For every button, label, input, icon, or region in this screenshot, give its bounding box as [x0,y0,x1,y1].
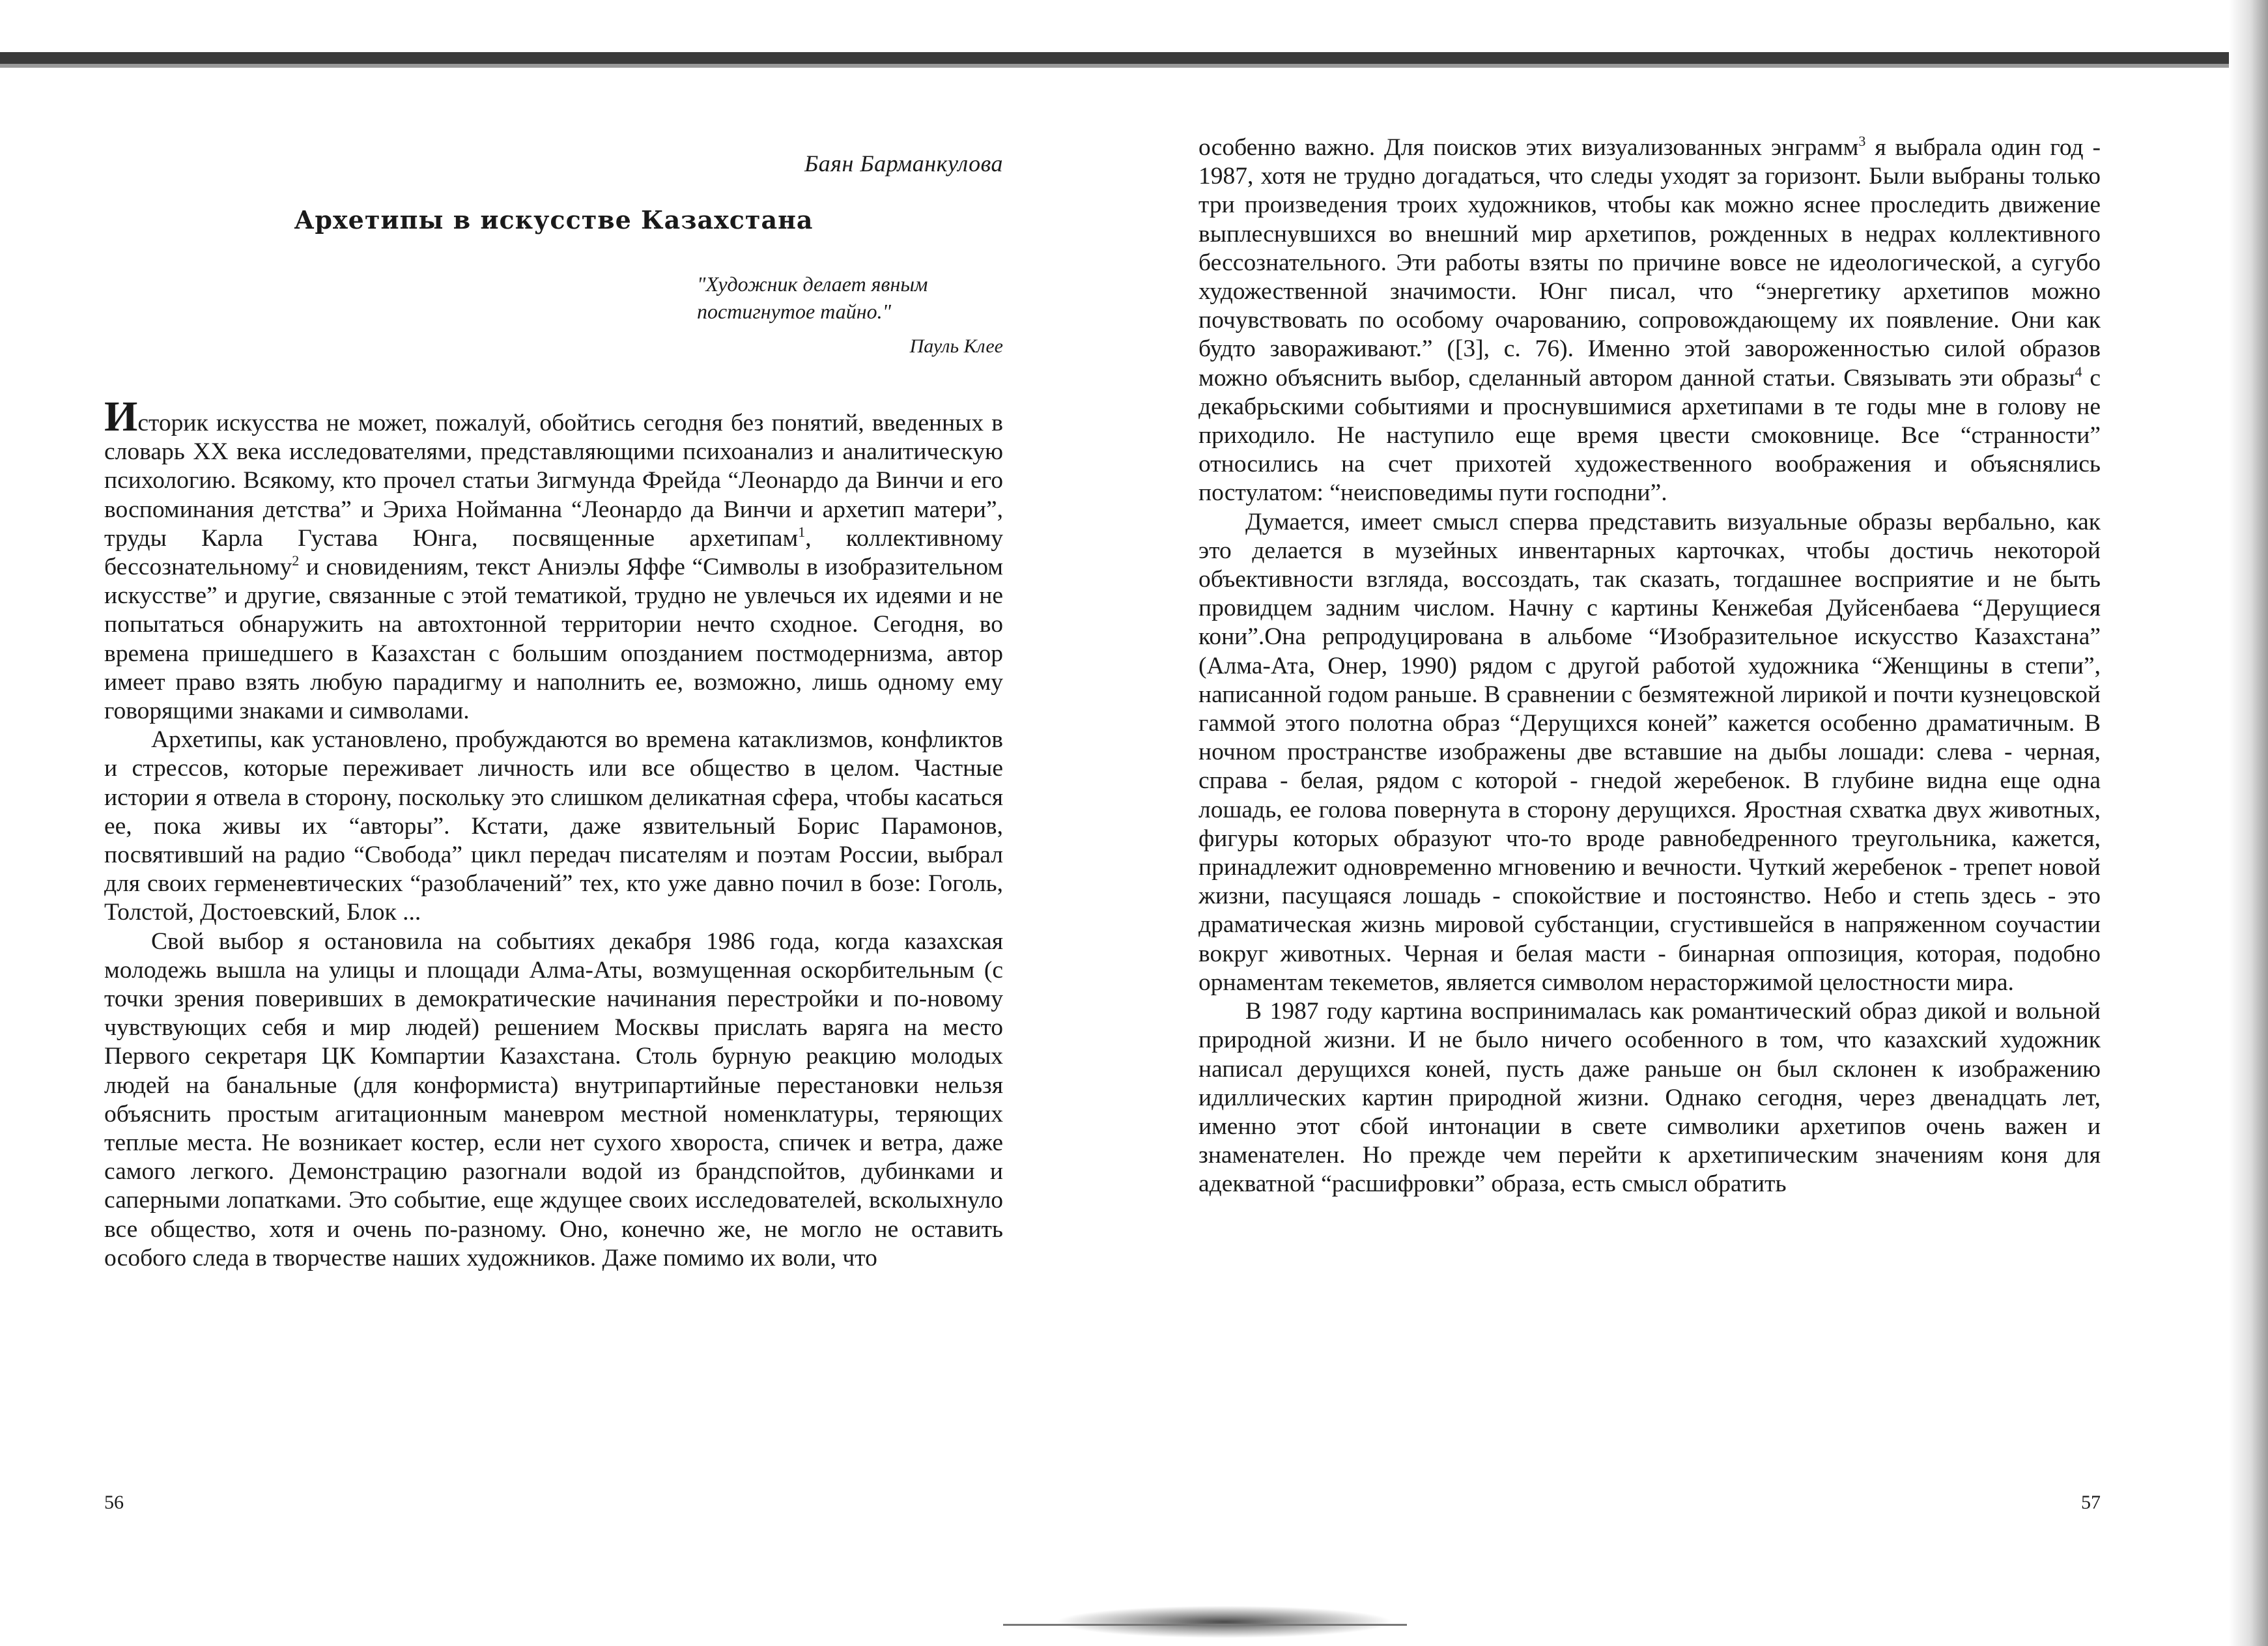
left-body-text [104,393,1003,1273]
page-number: 57 [2081,1492,2101,1513]
paragraph [1198,134,2101,508]
left-page [104,134,1003,1599]
scan-top-edge [0,52,2268,64]
right-body-text [1198,134,2101,1199]
epigraph-quote [697,270,1003,325]
paragraph: В 1987 году картина воспринималась как романтический образ дикой и вольной природной жизни. И не было ничего особенного в том, что казахский художник написал дерущихся коней, пусть даже раньше он был склонен к изображению идиллических картин природной жизни. Однако сегодня, через двенадцать лет, именно этот сбой интонации в свете символики архетипов очень важен и знаменателен. Но прежде чем перейти к архетипическим значениям коня для адекватной “расшифровки” образа, есть смысл обратить [1198,998,2101,1198]
paragraph-text: сторик искусства не может, пожалуй, обойтись сегодня без понятий, введенных в словарь XX века исследователями, представляющими психоанализ и аналитическую психологию. Всякому, кто прочел статьи Зигмунда Фрейда “Леонардо да Винчи и его воспоминания детства” и Эриха Нойманна “Леонардо да Винчи и архетип матери”, труды Карла Густава Юнга, посвященные архетипам [104,410,1003,552]
scan-top-edge-shadow [0,64,2268,68]
paragraph: Думается, имеет смысл сперва представить визуальные образы вербально, как это делается в музейных инвентарных карточках, чтобы достичь некоторой объективности взгляда, воссоздать, так сказать, тогдашнее восприятие и не быть провидцем задним числом. Начну с картины Кенжебая Дуйсенбаева “Дерущиеся кони”.Она репродуцирована в альбоме “Изобразительное искусство Казахстана” (Алма-Ата, Онер, 1990) рядом с другой работой художника “Женщины в степи”, написанной годом раньше. В сравнении с безмятежной лирикой и почти кузнецовской гаммой этого полотна образ “Дерущихся коней” кажется особенно драматичным. В ночном пространстве изображены две вставшие на дыбы лошади: слева - черная, справа - белая, рядом с которой - гнедой жеребенок. В глубине видна еще одна лошадь, ее голова повернута в сторону дерущихся. Яростная схватка двух животных, фигуры которых образуют что-то вроде равнобедренного треугольника, кажется, принадлежит одновременно мгновению и вечности. Чуткий жеребенок - трепет новой жизни, пасущаяся лошадь - спокойствие и постоянство. Небо и степь здесь - это драматическая жизнь мировой субстанции, сгустившейся в напряженном соучастии вокруг животных. Черная и белая масти - бинарная оппозиция, которая, подобно орнаментам текеметов, является символом нерасторжимой целостности мира. [1198,508,2101,996]
footnote-ref: 3 [1858,133,1866,149]
footnote-ref: 1 [798,523,806,540]
author-name: Баян Барманкулова [804,150,1003,177]
right-page [1198,134,2101,1599]
paragraph-text: я выбрала один год - 1987, хотя не трудно догадаться, что следы уходят за горизонт. Были выбраны только три произведения троих художников, чтобы как можно яснее проследить движение выплеснувшихся во внешний мир архетипов, рожденных в недрах коллективного бессознательного. Эти работы взяты по причине вовсе не идеологической, а сугубо художественной значимости. Юнг писал, что “энергетику архетипов можно почувствовать по особому очарованию, сопровождающему их появление. Они как будто завораживают.” ([3], с. 76). Именно этой завороженностью силой образов можно объяснить выбор, сделанный автором данной статьи. Связывать эти образы [1198,134,2101,391]
scan-right-edge-shadow [2229,0,2268,1646]
scan-bottom-edge [1003,1624,1407,1626]
drop-cap: И [104,393,138,440]
paragraph [104,393,1003,726]
paragraph-text: особенно важно. Для поисков этих визуализованных энграмм [1198,134,1859,161]
footnote-ref: 2 [292,552,300,569]
footnote-ref: 4 [2075,363,2082,380]
epigraph-attribution: Пауль Клее [909,335,1003,357]
epigraph-line-1: "Художник делает явным [697,272,928,296]
article-title: Архетипы в искусстве Казахстана [294,205,814,234]
epigraph-line-2: постигнутое тайно." [697,300,891,323]
paragraph: Свой выбор я остановила на событиях декабря 1986 года, когда казахская молодежь вышла на улицы и площади Алма-Аты, возмущенная оскорбительным (с точки зрения поверивших в демократические начинания перестройки и по-новому чувствующих себя и мир людей) решением Москвы прислать варяга на место Первого секретаря ЦК Компартии Казахстана. Столь бурную реакцию молодых людей на банальные (для конформиста) внутрипартийные перестановки нельзя объяснить простым агитационным маневром местной номенклатуры, теряющих теплые места. Не возникает костер, если нет сухого хвороста, спичек и ветра, даже самого легкого. Демонстрацию разогнали водой из брандспойтов, дубинками и саперными лопатками. Это событие, еще ждущее своих исследователей, всколыхнуло все общество, хотя и очень по-разному. Оно, конечно же, не могло не оставить особого следа в творчестве наших художников. Даже помимо их воли, что [104,928,1003,1271]
paragraph-text: и сновидениям, текст Аниэлы Яффе “Символы в изобразительном искусстве” и другие, связанные с этой тематикой, трудно не увлечься их идеями и не попытаться обнаружить на автохтонной территории нечто сходное. Сегодня, во времена пришедшего в Казахстан с большим опозданием постмодернизма, автор имеет право взять любую парадигму и наполнить ее, возможно, лишь одному ему говорящими знаками и символами. [104,554,1003,725]
scan-binding-smudge [1055,1606,1394,1638]
paragraph-text: с декабрьскими событиями и проснувшимися архетипами в те годы мне в голову не приходило. Не наступило еще время цвести смоковнице. Все “странности” относились на счет прихотей художественного воображения и объяснялись постулатом: “неисповедимы пути господни”. [1198,364,2101,507]
paragraph-text: , коллективному бессознательному [104,524,1003,581]
page-number: 56 [104,1492,124,1513]
paragraph: Архетипы, как установлено, пробуждаются во времена катаклизмов, конфликтов и стрессов, которые переживает личность или все общество в целом. Частные истории я отвела в сторону, поскольку это слишком деликатная сфера, чтобы касаться ее, пока живы их “авторы”. Кстати, даже язвительный Борис Парамонов, посвятивший на радио “Свобода” цикл передач писателям и поэтам России, выбрал для своих герменевтических “разоблачений” тех, кто уже давно почил в бозе: Гоголь, Толстой, Достоевский, Блок ... [104,726,1003,926]
